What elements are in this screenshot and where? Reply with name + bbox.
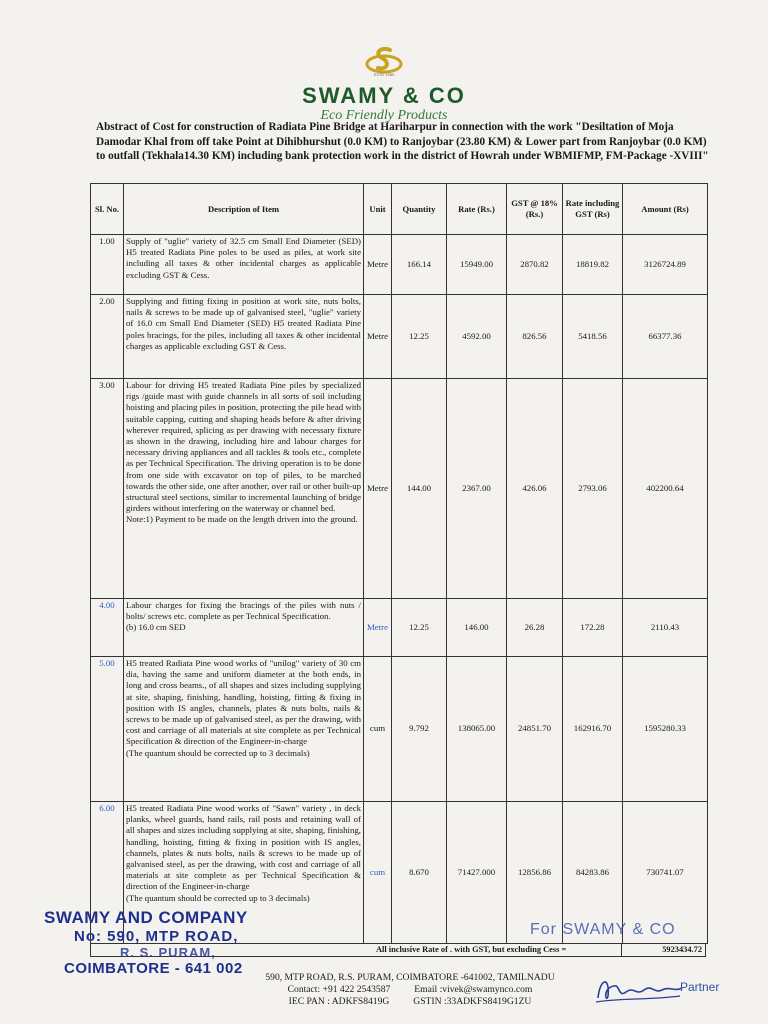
row-amount: 2110.43: [623, 599, 708, 657]
table-row: [91, 235, 708, 295]
table-row: [91, 599, 708, 657]
total-label: All inclusive Rate of . with GST, but excluding Cess =: [376, 945, 567, 954]
row-quantity: 166.14: [392, 235, 447, 295]
column-header: Rate (Rs.): [447, 184, 507, 235]
row-rate: 15949.00: [447, 235, 507, 295]
row-rate-incl-gst: 162916.70: [563, 657, 623, 802]
signature-partner-label: Partner: [680, 980, 720, 994]
stamp-address-line: R. S. PURAM,: [120, 945, 216, 960]
row-description-cell: [124, 379, 364, 599]
row-rate: 4592.00: [447, 295, 507, 379]
column-header: Sl. No.: [91, 184, 124, 235]
row-rate: 138065.00: [447, 657, 507, 802]
row-amount: 1595280.33: [623, 657, 708, 802]
table-row: [91, 295, 708, 379]
footer-email: Email :vivek@swamynco.com: [414, 984, 533, 995]
stamp-city: COIMBATORE - 641 002: [64, 960, 243, 977]
row-unit: Metre: [364, 235, 392, 295]
logo-tagline: Eco Friendly Products: [320, 108, 448, 123]
column-header: Unit: [364, 184, 392, 235]
row-gst: 426.06: [507, 379, 563, 599]
row-description: H5 treated Radiata Pine wood works of "Sawn" variety , in deck planks, wheel guards, hand rails, rail posts and retaining wall of all shapes and sizes including supplying at site, shaping, finishing, handling, hoisting, fitting & fixing in position with IS angles, channels, plates & nuts bolts, nails & screws to be made up of galvanised steel, as per the drawing, with cost and carriage of all materials at site complete as per Technical Specification & direction of the Engineer-in-charge: [126, 803, 361, 892]
row-rate-incl-gst: 5418.56: [563, 295, 623, 379]
table-row: [91, 657, 708, 802]
row-sl-no: 6.00: [91, 802, 124, 944]
row-description-cell: [124, 657, 364, 802]
row-rate-incl-gst: 172.28: [563, 599, 623, 657]
company-footer: [230, 972, 590, 1008]
row-rate: 71427.000: [447, 802, 507, 944]
row-unit: cum: [364, 657, 392, 802]
total-value: 5923434.72: [662, 945, 702, 954]
stamp-company-name: SWAMY AND COMPANY: [44, 908, 248, 927]
row-quantity: 12.25: [392, 599, 447, 657]
row-amount: 66377.36: [623, 295, 708, 379]
for-company-stamp: For SWAMY & CO: [530, 921, 676, 938]
row-description: Supply of "uglie" variety of 32.5 cm Small End Diameter (SED) H5 treated Radiata Pine poles to be used as piles, at work site including all taxes & other incidental charges as applicable excluding GST & Cess.: [124, 235, 364, 295]
row-rate: 146.00: [447, 599, 507, 657]
row-description: Labour for driving H5 treated Radiata Pine piles by specialized rigs /guide mast with guide channels in all sorts of soil including hoisting and placing piles in position, protecting the pile head with suitable capping, cutting and shaping heads before & after driving wherever required, splicing as per drawing with necessary fixture as shown in the drawing, including hire and labour charges for necessary driving appliances and all tackles & tools etc., complete as per Technical Specification. The driving operation is to be done from one side with excavator on top of piles, to be marched towards the other side, one after another, over rail or other built-up structural steel sections, similar to incremental launching of bridge girders without interfering on the waterway or channel bed.: [126, 380, 361, 514]
row-rate: 2367.00: [447, 379, 507, 599]
footer-tax-line: [230, 996, 590, 1008]
row-sl-no: 5.00: [91, 657, 124, 802]
row-unit: Metre: [364, 599, 392, 657]
column-header: GST @ 18% (Rs.): [507, 184, 563, 235]
column-header: Rate including GST (Rs): [563, 184, 623, 235]
row-amount: 3126724.89: [623, 235, 708, 295]
logo-emblem-icon: [362, 40, 406, 84]
row-rate-incl-gst: 2793.06: [563, 379, 623, 599]
row-unit: cum: [364, 802, 392, 944]
row-note: (The quantum should be corrected up to 3 decimals): [126, 747, 310, 758]
logo-name: SWAMY & CO: [302, 83, 466, 108]
row-sl-no: 4.00: [91, 599, 124, 657]
row-amount: 402200.64: [623, 379, 708, 599]
row-gst: 24851.70: [507, 657, 563, 802]
row-note: (b) 16.0 cm SED: [126, 622, 186, 633]
row-quantity: 8.670: [392, 802, 447, 944]
table-header-row: [91, 184, 708, 235]
row-quantity: 12.25: [392, 295, 447, 379]
column-header: Amount (Rs): [623, 184, 708, 235]
column-header: Description of Item: [124, 184, 364, 235]
company-stamp: [44, 908, 248, 977]
row-unit: Metre: [364, 379, 392, 599]
row-unit: Metre: [364, 295, 392, 379]
row-sl-no: 3.00: [91, 379, 124, 599]
company-logo: [0, 40, 768, 124]
row-gst: 26.28: [507, 599, 563, 657]
row-description: H5 treated Radiata Pine wood works of "unilog" variety of 30 cm dia, having the same and uniform diameter at the both ends, in long and cross beams., of all shapes and sizes including supplying at site, shaping, finishing, handling, hoisting, fitting & fixing in position with IS angles, channels, plates & nuts bolts, nails & screws to be made up of galvanised steel, as per the drawing, with cost and carriage of all materials at site complete as per Technical Specification & direction of the Engineer-in-charge: [126, 658, 361, 747]
row-rate-incl-gst: 84283.86: [563, 802, 623, 944]
svg-text:ESTD 1985: ESTD 1985: [373, 72, 395, 77]
row-gst: 826.56: [507, 295, 563, 379]
row-note: (The quantum should be corrected up to 3 decimals): [126, 892, 310, 903]
stamp-address-line: No: 590, MTP ROAD,: [74, 928, 239, 945]
row-description: Supplying and fitting fixing in position at work site, nuts bolts, nails & screws to be made up of galvanised steel, "uglie" variety of 16.0 cm Small End Diameter (SED) H5 treated Radiata Pine poles bracings, for the piles, including all taxes & other incidental charges as applicable excluding GST & Cess.: [124, 295, 364, 379]
table-row: [91, 379, 708, 599]
row-rate-incl-gst: 18819.82: [563, 235, 623, 295]
row-quantity: 9.792: [392, 657, 447, 802]
row-sl-no: 2.00: [91, 295, 124, 379]
footer-phone: Contact: +91 422 2543587: [287, 984, 391, 995]
abstract-heading: Abstract of Cost for construction of Radiata Pine Bridge at Hariharpur in connection with the work "Desiltation of Moja Damodar Khal from off take Point at Dihibhurshut (0.0 KM) to Ranjoybar (23.80 KM) & Lower part from Ranjoybar (0.0 KM) to outfall (Tekhala14.30 KM) including bank protection work in the district of Howrah under WBMIFMP, FM-Package -XVIII": [96, 121, 709, 163]
row-gst: 2870.82: [507, 235, 563, 295]
row-description-cell: [124, 599, 364, 657]
footer-gstin: GSTIN :33ADKFS8419G1ZU: [413, 996, 532, 1007]
row-quantity: 144.00: [392, 379, 447, 599]
footer-address: 590, MTP ROAD, R.S. PURAM, COIMBATORE -641002, TAMILNADU: [265, 972, 555, 983]
row-note: Note:1) Payment to be made on the length driven into the ground.: [126, 514, 358, 525]
bill-of-quantities-table: [90, 183, 708, 944]
row-gst: 12856.86: [507, 802, 563, 944]
row-sl-no: 1.00: [91, 235, 124, 295]
row-description: Labour charges for fixing the bracings of the piles with nuts / bolts/ screws etc. complete as per Technical Specification.: [126, 600, 361, 622]
footer-iec: IEC PAN : ADKFS8419G: [288, 996, 390, 1007]
footer-contact-line: [230, 984, 590, 996]
row-amount: 730741.07: [623, 802, 708, 944]
column-header: Quantity: [392, 184, 447, 235]
